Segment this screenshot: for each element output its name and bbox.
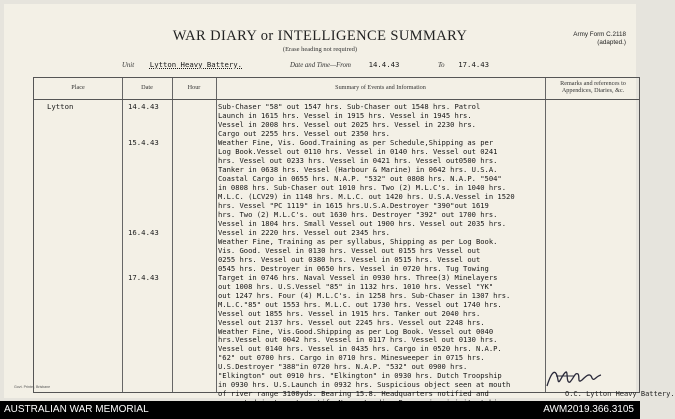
unit-label: Unit xyxy=(122,62,135,69)
summary-line: Weather Fine, Vis. Good.Training as per Schedule,Shipping as per xyxy=(218,137,494,147)
date-entry: 16.4.43 xyxy=(128,228,159,237)
to-label: To xyxy=(438,62,445,69)
place-entry: Lytton xyxy=(47,102,74,111)
from-date: 14.4.43 xyxy=(368,60,400,69)
summary-line: Weather Fine, Training as per syllabus, Shipping as per Log Book. xyxy=(218,236,498,246)
to-date: 17.4.43 xyxy=(458,60,490,69)
form-subtitle: (Erase heading not required) xyxy=(282,46,358,53)
column-divider xyxy=(216,78,217,392)
unit-field xyxy=(122,60,242,69)
summary-line: U.S.Destroyer "388"in 0720 hrs. N.A.P. "532" out 0900 hrs. xyxy=(218,362,468,372)
summary-line: Launch in 1615 hrs. Vessel in 1915 hrs. Vessel in 1945 hrs. xyxy=(218,110,472,120)
column-divider xyxy=(545,78,546,392)
summary-line: out 1008 hrs. U.S.Vessel "85" in 1132 hrs. 1010 hrs. Vessel "YK" xyxy=(218,281,494,291)
summary-line: out 1247 hrs. Four (4) M.L.C's. in 1258 hrs. Sub-Chaser in 1307 hrs. xyxy=(218,290,511,300)
footer-institution: AUSTRALIAN WAR MEMORIAL xyxy=(4,404,149,415)
summary-line: in 0930 hrs. U.S.Launch in 0932 hrs. Suspicious object seen at mouth xyxy=(218,380,511,390)
date-range-from xyxy=(290,60,399,69)
summary-line: Vessel out 2137 hrs. Vessel out 2245 hrs. Vessel out 2248 hrs. xyxy=(218,317,485,327)
summary-line: in 0808 hrs. Sub-Chaser out 1010 hrs. Two (2) M.L.C's. in 1040 hrs. xyxy=(218,182,507,192)
summary-line: Weather Fine, Vis.Good.Shipping as per Log Book. Vessel out 0040 xyxy=(218,326,494,336)
summary-line: Sub-Chaser "58" out 1547 hrs. Sub-Chaser out 1548 hrs. Patrol xyxy=(218,102,481,111)
date-entry: 15.4.43 xyxy=(128,138,159,147)
summary-line: of river range 3100yds. Bearing 15.8. Headquarters notified and xyxy=(218,389,489,399)
summary-line: Vessel out 1855 hrs. Vessel in 1915 hrs. Tanker out 2040 hrs. xyxy=(218,308,481,318)
army-form-adapted: (adapted.) xyxy=(597,39,626,46)
summary-line: 0255 hrs. Vessel out 0380 hrs. Vessel in 0515 hrs. Vessel out xyxy=(218,254,481,264)
date-time-label: Date and Time—From xyxy=(290,62,351,69)
col-header-place: Place xyxy=(71,84,85,91)
summary-line: M.L.C."85" out 1553 hrs. M.L.C. out 1730 hrs. Vessel out 1740 hrs. xyxy=(218,299,502,309)
col-header-remarks: Remarks and references to Appendices, Diaries, &c. xyxy=(560,80,626,94)
summary-line: hrs.Vessel out 0042 hrs. Vessel in 0117 hrs. Vessel out 0130 hrs. xyxy=(218,335,498,345)
signature-unit: O.C. Lytton Heavy Battery. xyxy=(565,390,675,398)
summary-line: Vis. Good. Vessel in 0130 hrs. Vessel out 0155 hrs Vessel out xyxy=(218,245,481,255)
summary-line: "Elkington" out 0910 hrs. "Elkington" in 0930 hrs. Dutch Troopship xyxy=(218,371,502,381)
column-divider xyxy=(122,78,123,392)
footer-bar xyxy=(0,401,640,419)
col-header-date: Date xyxy=(141,84,153,91)
column-divider xyxy=(172,78,173,392)
summary-line: Vessel out 0140 hrs. Vessel in 0435 hrs. Cargo in 0520 hrs. N.A.P. xyxy=(218,344,502,354)
summary-line: Vessel in 2008 hrs. Vessel out 2025 hrs. Vessel in 2230 hrs. xyxy=(218,119,476,129)
summary-line: Cargo out 2255 hrs. Vessel out 2350 hrs. xyxy=(218,128,390,138)
printer-imprint: Govt. Printer, Brisbane xyxy=(14,385,51,389)
diary-sheet xyxy=(4,4,675,399)
summary-line: hrs. Two (2) M.L.C's. out 1630 hrs. Destroyer "392" out 1700 hrs. xyxy=(218,209,498,219)
army-form-label: Army Form C.2118 xyxy=(573,31,626,38)
summary-line: hrs. Vessel "PC 1119" in 1615 hrs.U.S.A.Destroyer "390"out 1619 xyxy=(218,200,489,210)
summary-line: Log Book.Vessel out 0110 hrs. Vessel in 0140 hrs. Vessel out 0241 xyxy=(218,146,498,156)
date-range-to xyxy=(438,60,489,69)
unit-value: Lytton Heavy Battery. xyxy=(149,60,243,69)
col-header-summary: Summary of Events and Information xyxy=(335,84,426,91)
summary-line: Tanker in 0638 hrs. Vessel (Harbour & Marine) in 0642 hrs. U.S.A. xyxy=(218,164,498,174)
header-divider xyxy=(34,99,639,100)
summary-line: hrs. Vessel out 0233 hrs. Vessel in 0421 hrs. Vessel out0500 hrs. xyxy=(218,155,498,165)
army-form-number xyxy=(573,31,626,47)
date-entry: 14.4.43 xyxy=(128,102,159,111)
signature xyxy=(544,366,604,392)
form-title: WAR DIARY or INTELLIGENCE SUMMARY xyxy=(172,28,468,44)
col-header-hour: Hour xyxy=(187,84,201,91)
summary-line: Coastal Cargo in 0655 hrs. N.A.P. "532" out 0808 hrs. N.A.P. "504" xyxy=(218,173,502,183)
summary-line: "62" out 0700 hrs. Cargo in 0710 hrs. Minesweeper in 0715 hrs. xyxy=(218,353,485,363)
summary-line: Target in 0746 hrs. Naval Vessel in 0930 hrs. Three(3) Minelayers xyxy=(218,272,498,282)
summary-line: Vessel in 1804 hrs. Small Vessel out 1900 hrs. Vessel out 2035 hrs. xyxy=(218,218,507,228)
footer-accession-number: AWM2019.366.3105 xyxy=(543,404,634,415)
summary-line: 0545 hrs. Destroyer in 0650 hrs. Vessel in 0720 hrs. Tug Towing xyxy=(218,263,489,273)
summary-line: Vessel in 2220 hrs. Vessel out 2345 hrs. xyxy=(218,227,390,237)
date-entry: 17.4.43 xyxy=(128,273,159,282)
summary-line: M.L.C. (LCV29) in 1148 hrs. M.L.C. out 1420 hrs. U.S.A.Vessel in 1520 xyxy=(218,191,515,201)
